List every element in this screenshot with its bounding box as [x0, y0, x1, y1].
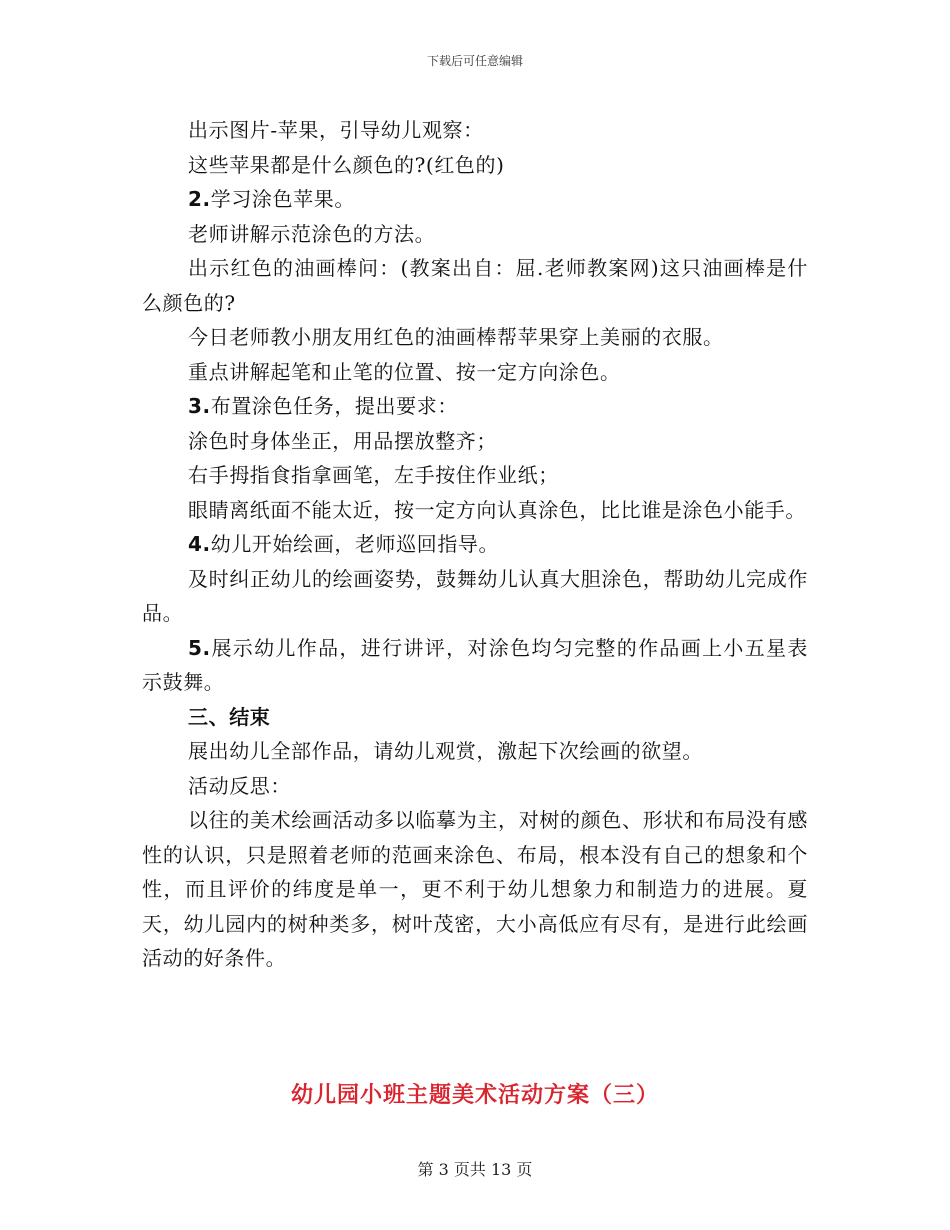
paragraph: 3.布置涂色任务，提出要求： [188, 394, 458, 418]
paragraph: 右手拇指食指拿画笔，左手按住作业纸； [188, 463, 559, 487]
page-footer: 第 3 页共 13 页 [417, 1160, 533, 1179]
document-body [142, 113, 808, 976]
paragraph: 5.展示幼儿作品，进行讲评，对涂色均匀完整的作品画上小五星表示鼓舞。 [142, 635, 808, 694]
paragraph: 重点讲解起笔和止笔的位置、按一定方向涂色。 [188, 359, 621, 384]
paragraph: 及时纠正幼儿的绘画姿势，鼓舞幼儿认真大胆涂色，帮助幼儿完成作品。 [142, 566, 808, 625]
step-number: 2. [188, 187, 211, 211]
paragraph: 今日老师教小朋友用红色的油画棒帮苹果穿上美丽的衣服。 [188, 325, 724, 349]
next-section-title: 幼儿园小班主题美术活动方案（三） [290, 1082, 659, 1108]
paragraph: 老师讲解示范涂色的方法。 [188, 221, 436, 246]
step-number: 4. [188, 532, 211, 556]
step-number: 5. [188, 635, 211, 660]
paragraph: 4.幼儿开始绘画，老师巡回指导。 [188, 532, 500, 556]
paragraph: 眼睛离纸面不能太近，按一定方向认真涂色，比比谁是涂色小能手。 [188, 497, 806, 522]
paragraph: 出示红色的油画棒问：(教案出自：屈.老师教案网)这只油画棒是什么颜色的? [142, 256, 808, 315]
paragraph: 这些苹果都是什么颜色的?(红色的) [188, 152, 505, 177]
paragraph: 涂色时身体坐正，用品摆放整齐； [188, 428, 497, 453]
paragraph: 活动反思： [188, 773, 291, 798]
step-number: 3. [188, 394, 211, 418]
paragraph: 2.学习涂色苹果。 [188, 187, 355, 211]
paragraph: 出示图片-苹果，引导幼儿观察： [188, 118, 484, 142]
paragraph: 以往的美术绘画活动多以临摹为主，对树的颜色、形状和布局没有感性的认识，只是照着老师的范画来涂色、布局，根本没有自己的想象和个性，而且评价的纬度是单一，更不利于幼儿想象力和制造力的进展。夏天，幼儿园内的树种类多，树叶茂密，大小高低应有尽有，是进行此绘画活动的好条件。 [142, 808, 808, 970]
section-heading: 三、结束 [188, 704, 271, 729]
paragraph: 展出幼儿全部作品，请幼儿观赏，激起下次绘画的欲望。 [188, 739, 703, 763]
page-header: 下载后可任意编辑 [426, 54, 523, 68]
